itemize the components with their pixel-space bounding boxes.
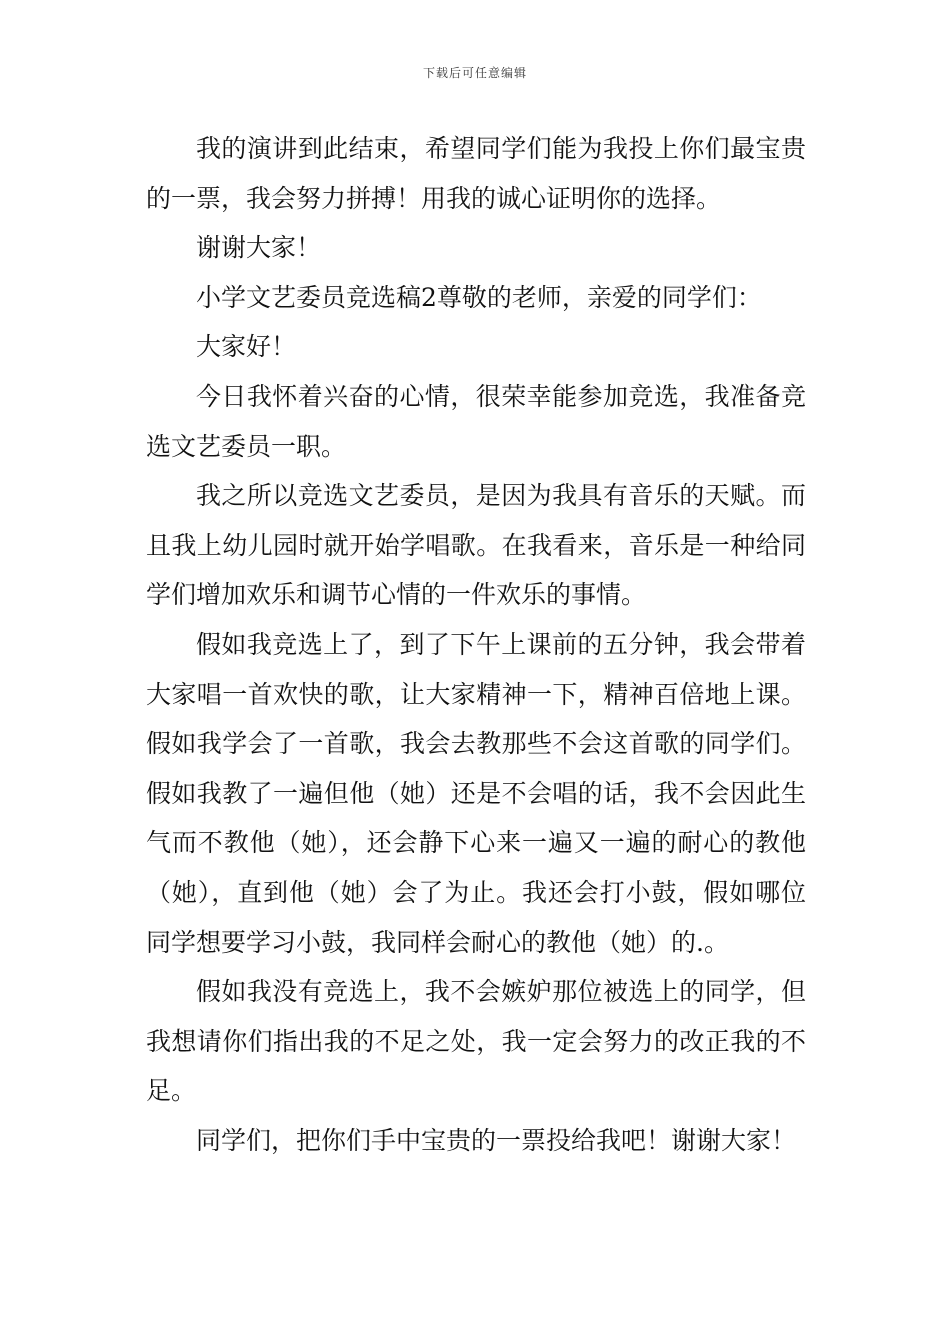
document-body — [146, 124, 806, 1165]
page-header-note: 下载后可任意编辑 — [422, 66, 527, 80]
paragraph-reason: 我之所以竞选文艺委员，是因为我具有音乐的天赋。而且我上幼儿园时就开始学唱歌。在我看来，音乐是一种给同学们增加欢乐和调节心情的一件欢乐的事情。 — [146, 481, 806, 610]
paragraph-thanks: 谢谢大家！ — [196, 233, 322, 263]
paragraph-if-not-elected: 假如我没有竞选上，我不会嫉妒那位被选上的同学，但我想请你们指出我的不足之处，我一定会努力的改正我的不足。 — [146, 977, 806, 1106]
paragraph-introduction: 今日我怀着兴奋的心情，很荣幸能参加竞选，我准备竞选文艺委员一职。 — [146, 381, 806, 461]
paragraph-plan: 假如我竞选上了，到了下午上课前的五分钟，我会带着大家唱一首欢快的歌，让大家精神一下，精神百倍地上课。假如我学会了一首歌，我会去教那些不会这首歌的同学们。假如我教了一遍但他（她）还是不会唱的话，我不会因此生气而不教他（她），还会静下心来一遍又一遍的耐心的教他（她），直到他（她）会了为止。我还会打小鼓，假如哪位同学想要学习小鼓，我同样会耐心的教他（她）的.。 — [146, 629, 806, 957]
paragraph-greeting: 大家好！ — [196, 332, 297, 362]
paragraph-speech-title: 小学文艺委员竞选稿2尊敬的老师，亲爱的同学们： — [196, 282, 762, 312]
paragraph-final-appeal: 同学们，把你们手中宝贵的一票投给我吧！谢谢大家！ — [196, 1125, 797, 1155]
paragraph-closing-remarks: 我的演讲到此结束，希望同学们能为我投上你们最宝贵的一票，我会努力拼搏！用我的诚心证明你的选择。 — [146, 134, 806, 213]
